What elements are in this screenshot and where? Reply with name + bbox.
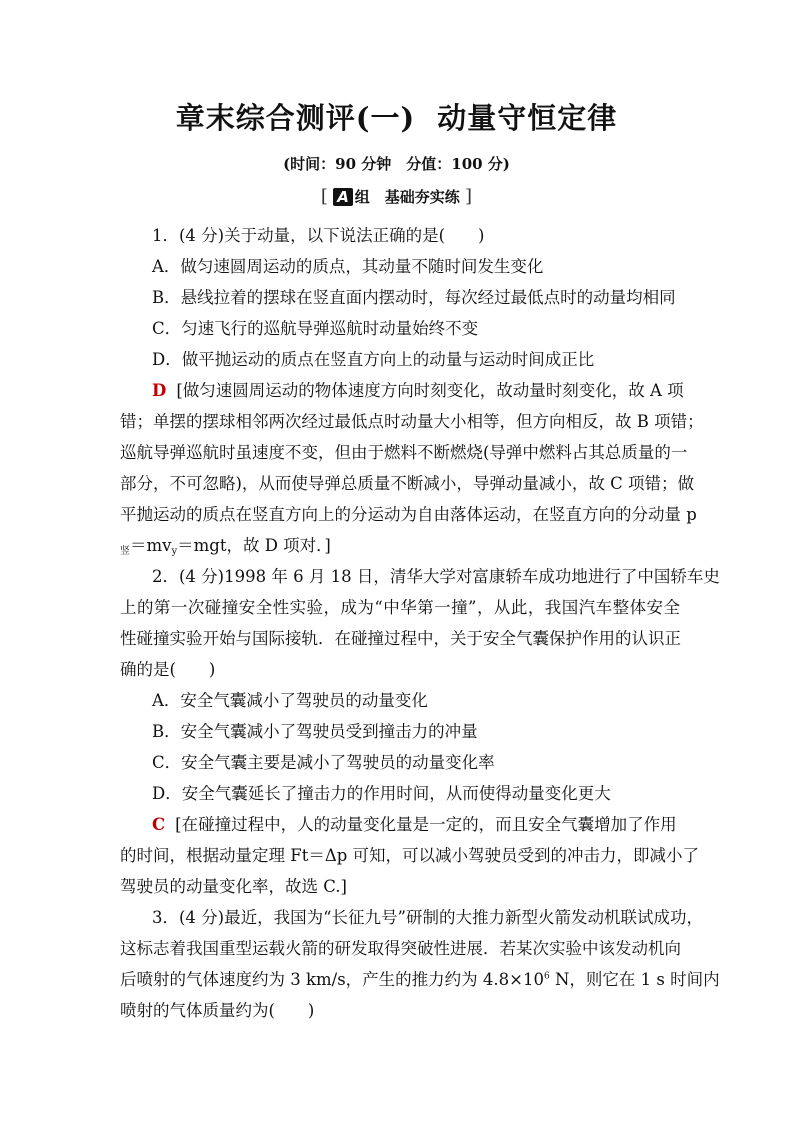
q2-stem-line1: 2．(4 分)1998 年 6 月 18 日，清华大学对富康轿车成功地进行了中国轿车史	[152, 567, 720, 586]
q1-option-a: A．做匀速圆周运动的质点，其动量不随时间发生变化	[152, 257, 544, 276]
q1-option-b: B．悬线拉着的摆球在竖直面内摆动时，每次经过最低点时的动量均相同	[152, 288, 676, 307]
q1-explanation-line1	[152, 377, 684, 401]
title-main: 章末综合测评(一)	[175, 101, 416, 135]
q1-option-c: C．匀速飞行的巡航导弹巡航时动量始终不变	[152, 319, 479, 338]
q1-explanation-line3: 巡航导弹巡航时虽速度不变，但由于燃料不断燃烧(导弹中燃料占其总质量的一	[120, 443, 688, 462]
q1-option-d: D．做平抛运动的质点在竖直方向上的动量与运动时间成正比	[152, 350, 595, 369]
q1-explanation-line6	[120, 532, 680, 557]
q2-option-d: D．安全气囊延长了撞击力的作用时间，从而使得动量变化更大	[152, 784, 611, 803]
section-label: 组 基础夯实练	[354, 188, 460, 206]
q3-stem-line2: 这标志着我国重型运载火箭的研发取得突破性进展．若某次实验中该发动机向	[120, 939, 681, 958]
q1-explanation-line5: 平抛运动的质点在竖直方向上的分运动为自由落体运动，在竖直方向的分动量 p	[120, 505, 697, 524]
exam-meta: (时间：90 分钟 分值：100 分)	[283, 155, 510, 173]
left-bracket: [	[320, 186, 328, 207]
q1-exp-text-1: [做匀速圆周运动的物体速度方向时刻变化，故动量时刻变化，故 A 项	[176, 381, 684, 400]
section-badge: A	[333, 188, 353, 206]
q3-stem-line3	[120, 966, 720, 990]
q1-stem: 1．(4 分)关于动量，以下说法正确的是( )	[152, 226, 485, 245]
q3-stem-line4: 喷射的气体质量约为( )	[120, 1001, 315, 1020]
q1-answer: D	[152, 381, 167, 400]
q2-stem-line4: 确的是( )	[120, 660, 216, 679]
q1-explanation-line4: 部分，不可忽略)，从而使导弹总质量不断减小，导弹动量减小，故 C 项错；做	[120, 474, 695, 493]
q2-exp-text-1: [在碰撞过程中，人的动量变化量是一定的，而且安全气囊增加了作用	[175, 815, 677, 834]
q1-formula: ＝mv	[130, 536, 172, 555]
q1-sub-vertical: 竖	[120, 546, 130, 557]
q1-sub-y: y	[171, 546, 178, 557]
q1-explanation-line2: 错；单摆的摆球相邻两次经过最低点时动量大小相等，但方向相反，故 B 项错；	[120, 412, 704, 431]
page-title	[0, 96, 793, 137]
q2-explanation-line1	[152, 811, 680, 835]
q3-stem-line3-a: 后喷射的气体速度约为 3 km/s，产生的推力约为 4.8×10	[120, 970, 544, 989]
q3-exponent: 6	[543, 971, 550, 982]
q2-option-c: C．安全气囊主要是减小了驾驶员的动量变化率	[152, 753, 495, 772]
q2-explanation-line2: 的时间，根据动量定理 Ft＝Δp 可知，可以减小驾驶员受到的冲击力，即减小了	[120, 846, 700, 865]
q2-stem-line3: 性碰撞实验开始与国际接轨．在碰撞过程中，关于安全气囊保护作用的认识正	[120, 629, 681, 648]
q1-formula-end: ＝mgt，故 D 项对．]	[177, 536, 331, 555]
q2-explanation-line3: 驾驶员的动量变化率，故选 C.]	[120, 877, 347, 896]
q2-answer: C	[152, 815, 166, 834]
right-bracket: ]	[465, 186, 473, 207]
section-header	[0, 186, 793, 207]
q2-option-b: B．安全气囊减小了驾驶员受到撞击力的冲量	[152, 722, 478, 741]
q2-option-a: A．安全气囊减小了驾驶员的动量变化	[152, 691, 428, 710]
q2-stem-line2: 上的第一次碰撞安全性实验，成为“中华第一撞”，从此，我国汽车整体安全	[120, 598, 680, 617]
q3-stem-line3-b: N，则它在 1 s 时间内	[554, 970, 720, 989]
q3-stem-line1: 3．(4 分)最近，我国为“长征九号”研制的大推力新型火箭发动机联试成功，	[152, 908, 703, 927]
title-topic: 动量守恒定律	[437, 101, 618, 135]
